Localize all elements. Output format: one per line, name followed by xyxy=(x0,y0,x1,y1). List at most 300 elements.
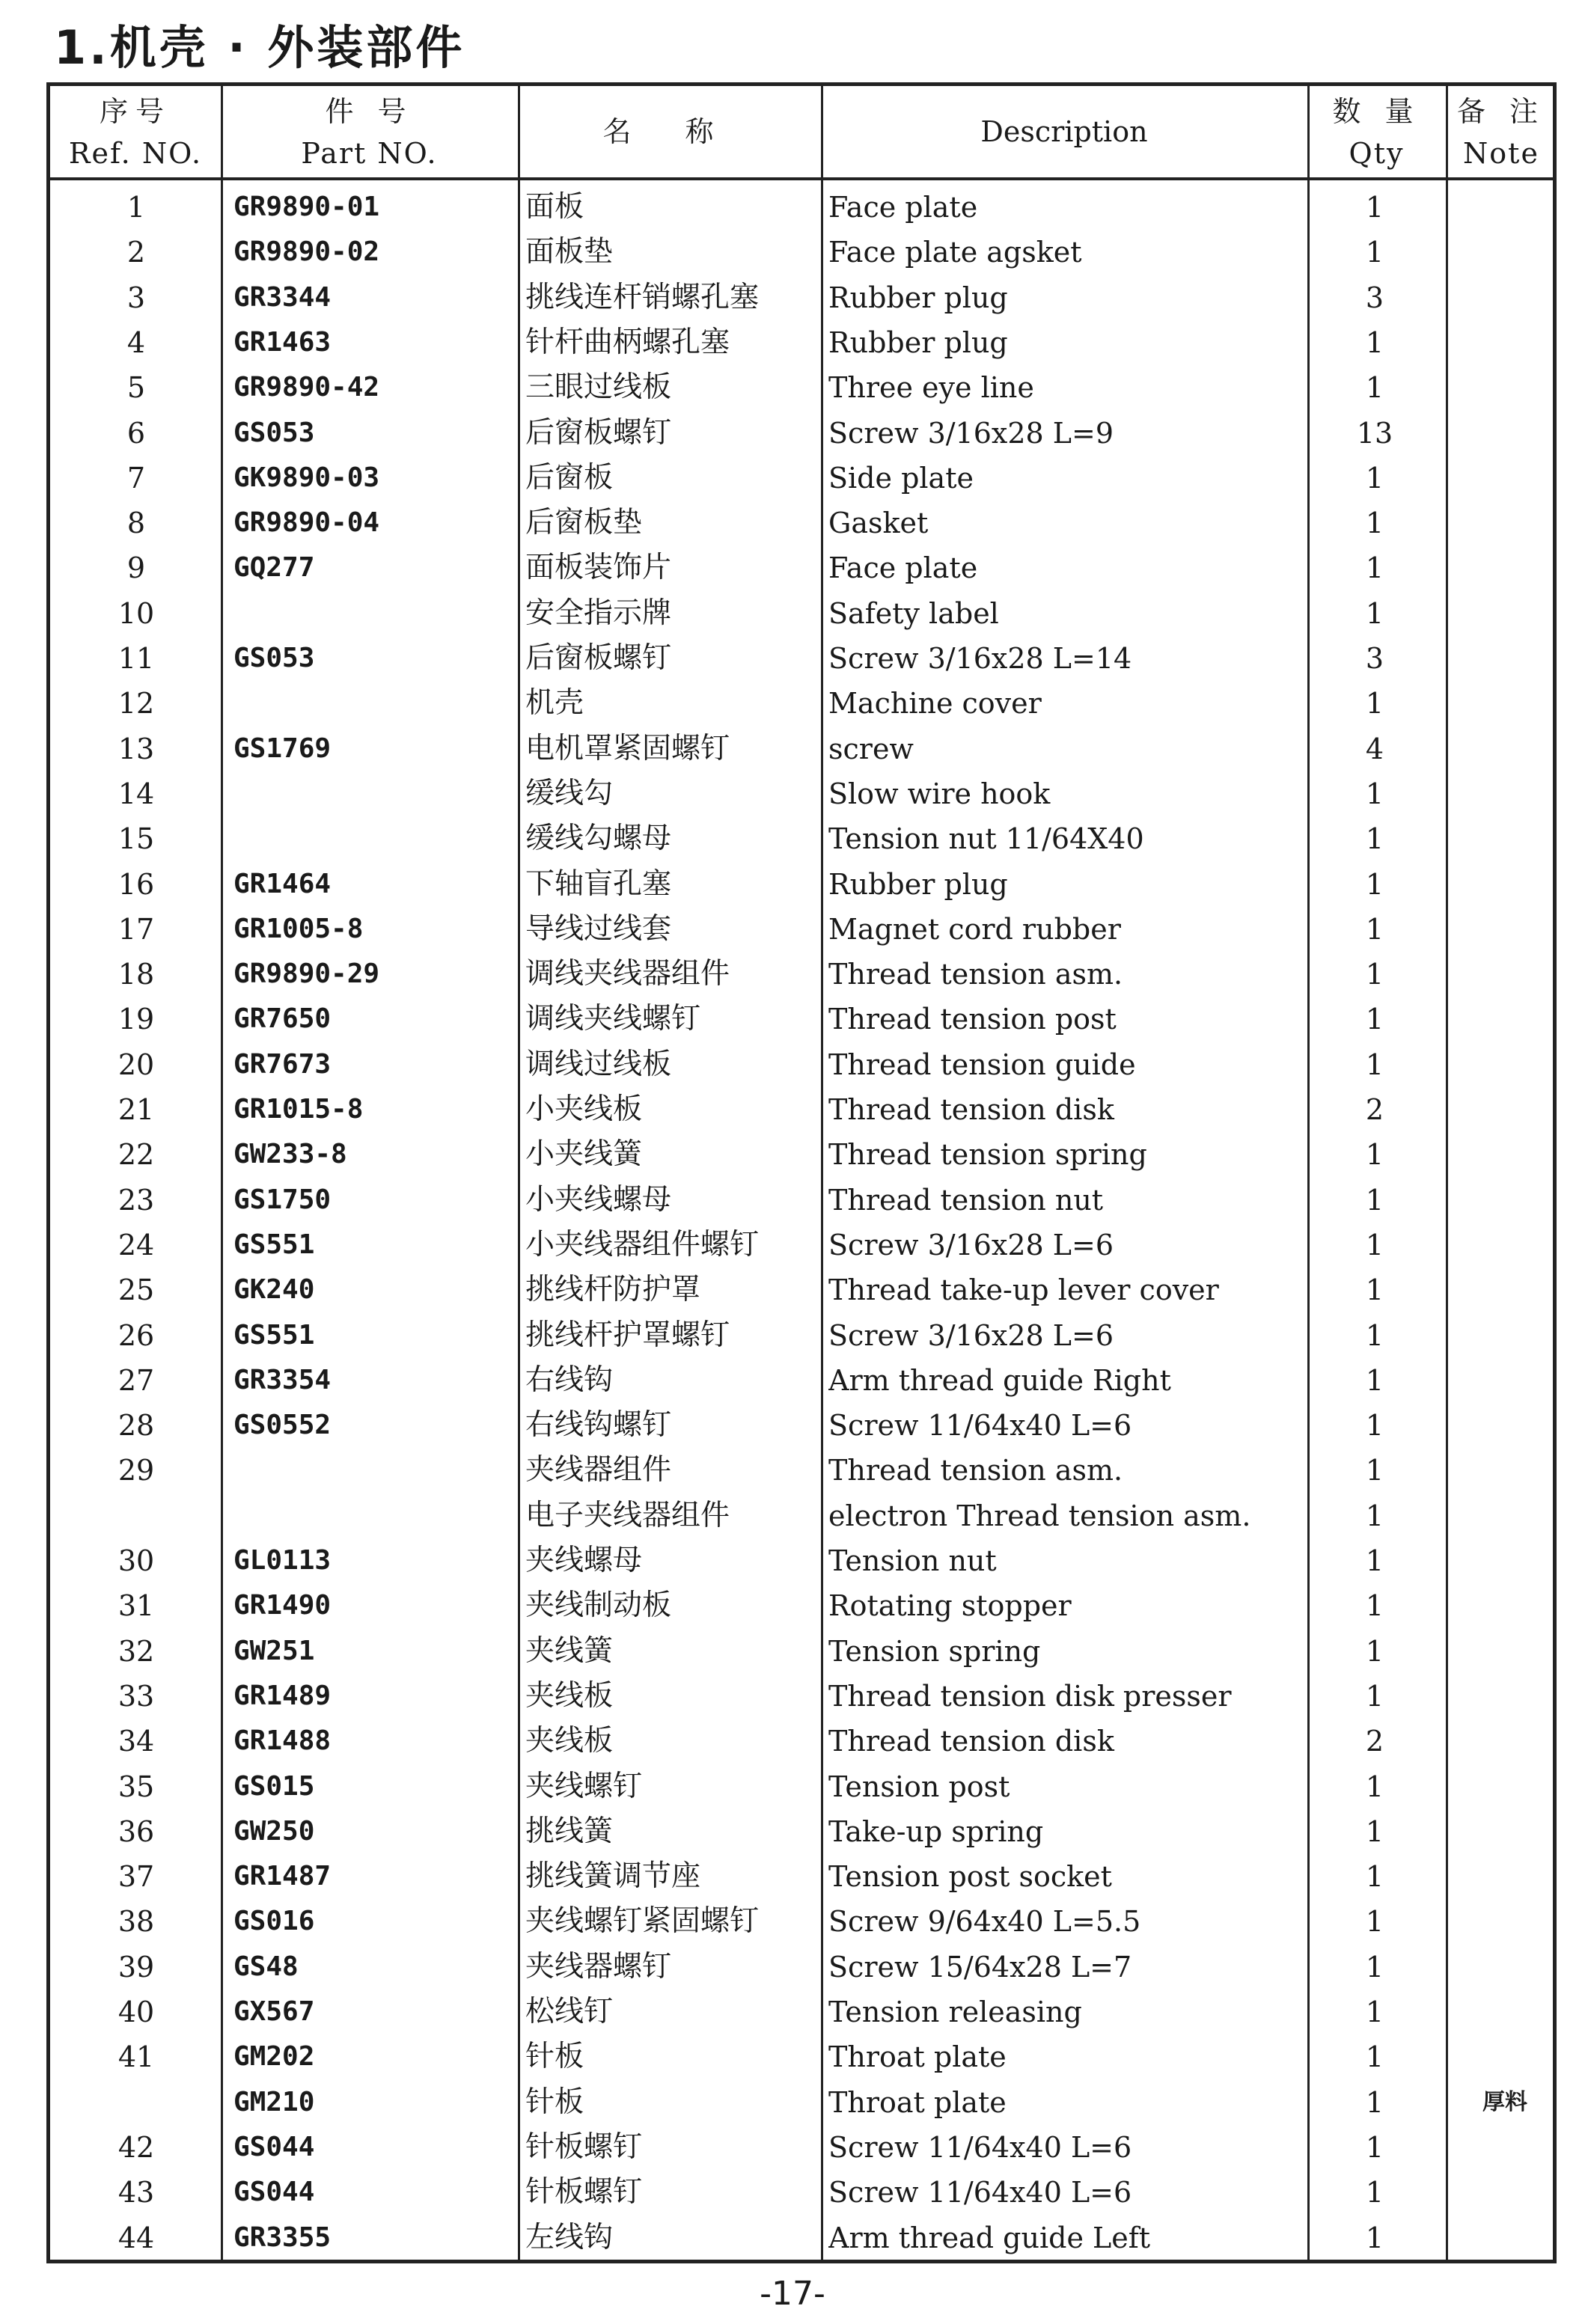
row-part-no: GK240 xyxy=(233,1274,315,1306)
table-row xyxy=(50,1403,1553,1448)
row-part-no: GR7650 xyxy=(233,1003,332,1035)
table-row xyxy=(50,1538,1553,1583)
row-note xyxy=(1450,1583,1560,1628)
row-part-no: GW251 xyxy=(233,1635,315,1666)
row-ref: 31 xyxy=(117,1589,155,1623)
row-qty: 4 xyxy=(1365,732,1384,765)
table-row xyxy=(50,275,1553,320)
row-part-no: GS044 xyxy=(233,2131,315,2162)
row-qty: 1 xyxy=(1365,777,1384,810)
row-note xyxy=(1450,1854,1560,1899)
row-note: 厚料 xyxy=(1482,2088,1527,2115)
header-divider xyxy=(50,177,1553,180)
header-note-en: Note xyxy=(1463,137,1539,170)
row-part-no: GL0113 xyxy=(233,1545,332,1576)
row-name: 挑线杆防护罩 xyxy=(525,1273,701,1307)
row-ref xyxy=(50,1493,222,1538)
row-name: 针板 xyxy=(525,2085,584,2119)
row-description: electron Thread tension asm. xyxy=(828,1499,1251,1532)
row-part-no: GS551 xyxy=(233,1319,315,1351)
row-qty: 1 xyxy=(1365,1544,1384,1577)
row-qty: 1 xyxy=(1365,371,1384,405)
row-description: Screw 3/16x28 L=14 xyxy=(828,642,1132,675)
header-qty-cn: 数 量 xyxy=(1332,95,1421,128)
row-qty: 1 xyxy=(1365,2130,1384,2164)
row-note xyxy=(1450,952,1560,997)
row-part-no xyxy=(233,591,548,636)
table-row xyxy=(50,1313,1553,1358)
table-row xyxy=(50,1854,1553,1899)
row-part-no: GR3344 xyxy=(233,281,332,313)
row-name: 安全指示牌 xyxy=(525,596,672,630)
row-description: Rubber plug xyxy=(828,867,1008,901)
row-part-no: GS053 xyxy=(233,417,315,448)
row-ref xyxy=(50,2080,222,2125)
row-part-no: GX567 xyxy=(233,1996,315,2027)
row-qty: 1 xyxy=(1365,236,1384,269)
table-row xyxy=(50,1899,1553,1944)
row-note xyxy=(1450,1809,1560,1854)
row-description: Thread take-up lever cover xyxy=(828,1273,1219,1307)
row-description: Thread tension spring xyxy=(828,1138,1147,1172)
row-ref: 11 xyxy=(117,642,155,675)
page-title: 1.机壳 · 外装部件 xyxy=(54,20,465,75)
row-qty: 1 xyxy=(1365,461,1384,495)
row-name: 三眼过线板 xyxy=(525,370,672,405)
row-description: Thread tension post xyxy=(828,1003,1117,1036)
row-ref: 2 xyxy=(126,236,146,269)
header-note-cn: 备 注 xyxy=(1456,95,1546,128)
row-note xyxy=(1450,816,1560,861)
row-ref: 13 xyxy=(117,732,155,765)
row-note xyxy=(1450,275,1560,320)
row-note xyxy=(1450,727,1560,771)
row-note xyxy=(1450,1674,1560,1719)
row-part-no: GS044 xyxy=(233,2177,315,2208)
row-qty: 1 xyxy=(1365,1228,1384,1262)
row-ref: 28 xyxy=(117,1409,155,1443)
parts-table xyxy=(46,82,1557,2263)
row-name: 左线钩 xyxy=(525,2220,614,2254)
row-note xyxy=(1450,771,1560,816)
row-ref: 6 xyxy=(126,416,146,450)
row-description: Rubber plug xyxy=(828,281,1008,314)
row-part-no: GR1490 xyxy=(233,1590,332,1621)
table-row xyxy=(50,727,1553,771)
table-row xyxy=(50,1087,1553,1132)
row-name: 后窗板螺钉 xyxy=(525,415,672,450)
row-ref: 24 xyxy=(117,1228,155,1262)
row-part-no: GR7673 xyxy=(233,1048,332,1080)
row-description: Safety label xyxy=(828,596,999,630)
table-row xyxy=(50,1764,1553,1809)
row-ref: 34 xyxy=(117,1725,155,1758)
row-qty: 1 xyxy=(1365,1138,1384,1172)
row-name: 电机罩紧固螺钉 xyxy=(525,731,730,765)
header-name: 名 称 xyxy=(602,115,736,148)
row-part-no: GK9890-03 xyxy=(233,462,380,493)
row-qty: 1 xyxy=(1365,1679,1384,1713)
row-name: 调线夹线螺钉 xyxy=(525,1002,701,1036)
row-part-no xyxy=(233,816,548,861)
row-qty: 1 xyxy=(1365,1183,1384,1217)
row-part-no xyxy=(233,681,548,726)
table-row xyxy=(50,320,1553,365)
table-row xyxy=(50,545,1553,590)
row-name: 夹线制动板 xyxy=(525,1588,672,1623)
row-name: 右线钩螺钉 xyxy=(525,1408,672,1443)
row-part-no: GR1015-8 xyxy=(233,1094,364,1125)
table-row xyxy=(50,1945,1553,1990)
row-qty: 2 xyxy=(1365,1725,1384,1758)
row-part-no xyxy=(233,1493,548,1538)
header-qty xyxy=(1307,86,1446,177)
table-row xyxy=(50,1223,1553,1268)
row-part-no: GS0552 xyxy=(233,1410,332,1441)
row-description: Rotating stopper xyxy=(828,1589,1072,1623)
row-ref: 1 xyxy=(126,191,146,224)
row-name: 针板螺钉 xyxy=(525,2175,643,2210)
row-qty: 3 xyxy=(1365,281,1384,314)
row-description: Throat plate xyxy=(828,2085,1007,2119)
row-description: Gasket xyxy=(828,507,929,540)
row-qty: 1 xyxy=(1365,1814,1384,1848)
row-ref: 3 xyxy=(126,281,146,314)
row-qty: 1 xyxy=(1365,1409,1384,1443)
row-note xyxy=(1450,1538,1560,1583)
row-part-no: GR3354 xyxy=(233,1364,332,1395)
table-row xyxy=(50,1674,1553,1719)
table-row xyxy=(50,1358,1553,1403)
row-part-no: GS053 xyxy=(233,643,315,673)
row-note xyxy=(1450,1087,1560,1132)
row-ref: 36 xyxy=(117,1814,155,1848)
row-part-no: GW250 xyxy=(233,1815,315,1847)
row-ref: 27 xyxy=(117,1363,155,1397)
table-row xyxy=(50,816,1553,861)
row-part-no: GS48 xyxy=(233,1951,299,1982)
row-description: Screw 3/16x28 L=9 xyxy=(828,416,1114,450)
row-ref: 35 xyxy=(117,1770,155,1803)
row-part-no: GR9890-29 xyxy=(233,958,380,990)
row-qty: 1 xyxy=(1365,958,1384,991)
row-qty: 1 xyxy=(1365,1003,1384,1036)
table-row xyxy=(50,230,1553,275)
row-name: 右线钩 xyxy=(525,1363,614,1397)
table-row xyxy=(50,1178,1553,1223)
row-name: 挑线簧 xyxy=(525,1814,614,1848)
row-part-no: GR1005-8 xyxy=(233,913,364,944)
row-description: Slow wire hook xyxy=(828,777,1051,810)
row-qty: 1 xyxy=(1365,1318,1384,1352)
row-name: 夹线螺钉 xyxy=(525,1769,643,1803)
header-part-en: Part NO. xyxy=(301,137,438,170)
row-part-no xyxy=(233,1448,548,1493)
row-part-no: GS016 xyxy=(233,1906,315,1937)
row-name: 夹线螺钉紧固螺钉 xyxy=(525,1904,760,1939)
row-description: Thread tension nut xyxy=(828,1183,1104,1217)
row-qty: 1 xyxy=(1365,1363,1384,1397)
row-ref: 10 xyxy=(117,596,155,630)
row-part-no: GS015 xyxy=(233,1770,315,1802)
row-ref: 9 xyxy=(126,551,146,585)
row-part-no: GR1463 xyxy=(233,326,332,358)
row-ref: 39 xyxy=(117,1950,155,1984)
row-note xyxy=(1450,1223,1560,1268)
row-qty: 1 xyxy=(1365,822,1384,856)
row-note xyxy=(1450,2034,1560,2079)
row-description: Tension nut 11/64X40 xyxy=(828,822,1144,856)
row-qty: 1 xyxy=(1365,1454,1384,1487)
row-qty: 1 xyxy=(1365,1905,1384,1939)
row-part-no: GR1487 xyxy=(233,1861,332,1892)
table-row xyxy=(50,2080,1553,2125)
row-name: 松线钉 xyxy=(525,1995,614,2028)
row-ref: 29 xyxy=(117,1454,155,1487)
row-name: 挑线杆护罩螺钉 xyxy=(525,1318,730,1352)
table-row xyxy=(50,1809,1553,1854)
row-note xyxy=(1450,365,1560,410)
table-row xyxy=(50,997,1553,1042)
row-qty: 1 xyxy=(1365,1634,1384,1668)
row-note xyxy=(1450,1764,1560,1809)
row-qty: 1 xyxy=(1365,596,1384,630)
row-description: Side plate xyxy=(828,461,974,495)
row-note xyxy=(1450,1899,1560,1944)
row-name: 小夹线簧 xyxy=(525,1137,643,1172)
row-ref: 25 xyxy=(117,1273,155,1307)
row-note xyxy=(1450,320,1560,365)
row-ref: 12 xyxy=(117,687,155,721)
row-ref: 32 xyxy=(117,1634,155,1668)
table-row xyxy=(50,1132,1553,1177)
row-part-no: GR3355 xyxy=(233,2221,332,2253)
row-qty: 1 xyxy=(1365,191,1384,224)
table-row xyxy=(50,185,1553,230)
row-ref: 14 xyxy=(117,777,155,810)
row-description: Screw 11/64x40 L=6 xyxy=(828,2130,1132,2164)
row-description: Face plate xyxy=(828,191,978,224)
row-ref: 4 xyxy=(126,325,146,359)
row-description: Tension nut xyxy=(828,1544,997,1577)
row-ref: 30 xyxy=(117,1544,155,1577)
row-ref: 37 xyxy=(117,1860,155,1894)
row-qty: 1 xyxy=(1365,867,1384,901)
row-description: Thread tension disk xyxy=(828,1725,1114,1758)
row-note xyxy=(1450,1719,1560,1764)
row-qty: 1 xyxy=(1365,551,1384,585)
row-note xyxy=(1450,1268,1560,1312)
table-row xyxy=(50,501,1553,545)
row-name: 机壳 xyxy=(525,686,584,721)
row-name: 小夹线器组件螺钉 xyxy=(525,1227,760,1262)
row-qty: 1 xyxy=(1365,2176,1384,2210)
row-ref: 33 xyxy=(117,1679,155,1713)
row-ref: 38 xyxy=(117,1905,155,1939)
row-name: 夹线器螺钉 xyxy=(525,1949,672,1984)
row-qty: 1 xyxy=(1365,507,1384,540)
row-part-no: GR1489 xyxy=(233,1680,332,1711)
header-ref-cn: 序号 xyxy=(99,95,171,128)
row-note xyxy=(1450,1358,1560,1403)
header-qty-en: Qty xyxy=(1349,137,1405,170)
row-name: 下轴盲孔塞 xyxy=(525,866,672,901)
row-name: 缓线勾螺母 xyxy=(525,822,672,856)
row-description: Magnet cord rubber xyxy=(828,912,1121,946)
row-part-no: GR1488 xyxy=(233,1725,332,1757)
row-description: Arm thread guide Right xyxy=(828,1363,1171,1397)
row-note xyxy=(1450,230,1560,275)
table-row xyxy=(50,1268,1553,1312)
row-note xyxy=(1450,862,1560,907)
row-part-no: GS1769 xyxy=(233,733,332,764)
header-note xyxy=(1446,86,1557,177)
row-name: 挑线簧调节座 xyxy=(525,1859,701,1894)
row-note xyxy=(1450,2170,1560,2215)
row-note xyxy=(1450,1990,1560,2034)
table-row xyxy=(50,2216,1553,2260)
row-name: 针板螺钉 xyxy=(525,2129,643,2164)
row-note xyxy=(1450,2125,1560,2170)
row-qty: 13 xyxy=(1356,416,1393,450)
row-note xyxy=(1450,681,1560,726)
row-name: 夹线器组件 xyxy=(525,1453,672,1487)
table-row xyxy=(50,862,1553,907)
row-part-no xyxy=(233,771,548,816)
row-ref: 43 xyxy=(117,2176,155,2210)
row-description: Face plate xyxy=(828,551,978,585)
row-name: 夹线簧 xyxy=(525,1633,614,1668)
row-description: Take-up spring xyxy=(828,1814,1044,1848)
table-row xyxy=(50,907,1553,952)
row-ref: 21 xyxy=(117,1093,155,1126)
row-note xyxy=(1450,1448,1560,1493)
row-ref: 18 xyxy=(117,958,155,991)
row-note xyxy=(1450,591,1560,636)
table-row xyxy=(50,1629,1553,1674)
row-note xyxy=(1450,456,1560,501)
row-note xyxy=(1450,185,1560,230)
row-description: Screw 9/64x40 L=5.5 xyxy=(828,1905,1141,1939)
table-row xyxy=(50,636,1553,681)
row-part-no: GR9890-04 xyxy=(233,507,380,539)
row-note xyxy=(1450,545,1560,590)
row-qty: 1 xyxy=(1365,2221,1384,2254)
row-qty: 1 xyxy=(1365,1950,1384,1984)
table-row xyxy=(50,456,1553,501)
row-note xyxy=(1450,997,1560,1042)
row-ref: 17 xyxy=(117,912,155,946)
row-description: Screw 11/64x40 L=6 xyxy=(828,1409,1132,1443)
row-name: 挑线连杆销螺孔塞 xyxy=(525,280,760,314)
row-description: Arm thread guide Left xyxy=(828,2221,1151,2254)
row-name: 针板 xyxy=(525,2040,584,2074)
row-part-no: GM202 xyxy=(233,2041,315,2073)
row-description: Thread tension disk xyxy=(828,1093,1114,1126)
row-description: Screw 11/64x40 L=6 xyxy=(828,2176,1132,2210)
row-name: 后窗板垫 xyxy=(525,506,643,540)
row-ref: 16 xyxy=(117,867,155,901)
row-ref: 19 xyxy=(117,1003,155,1036)
row-qty: 1 xyxy=(1365,1273,1384,1307)
row-note xyxy=(1450,1042,1560,1087)
row-description: Rubber plug xyxy=(828,325,1008,359)
row-name: 面板垫 xyxy=(525,235,614,269)
table-row xyxy=(50,2170,1553,2215)
row-description: Thread tension disk presser xyxy=(828,1679,1232,1713)
row-description: Face plate agsket xyxy=(828,236,1082,269)
row-description: Tension post xyxy=(828,1770,1010,1803)
row-description: Tension spring xyxy=(828,1634,1041,1668)
row-name: 面板 xyxy=(525,190,584,224)
row-note xyxy=(1450,2216,1560,2260)
table-row xyxy=(50,1493,1553,1538)
table-row xyxy=(50,2034,1553,2079)
row-part-no: GR9890-02 xyxy=(233,236,380,268)
row-ref: 8 xyxy=(126,507,146,540)
row-description: Throat plate xyxy=(828,2040,1007,2074)
row-note xyxy=(1450,1945,1560,1990)
row-ref: 26 xyxy=(117,1318,155,1352)
row-qty: 1 xyxy=(1365,687,1384,721)
row-name: 调线过线板 xyxy=(525,1047,672,1081)
row-name: 后窗板螺钉 xyxy=(525,641,672,675)
row-ref: 22 xyxy=(117,1138,155,1172)
row-description: Tension post socket xyxy=(828,1860,1112,1894)
table-row xyxy=(50,411,1553,456)
row-qty: 1 xyxy=(1365,1499,1384,1532)
header-ref xyxy=(50,86,221,177)
row-name: 调线夹线器组件 xyxy=(525,957,730,991)
row-description: Screw 3/16x28 L=6 xyxy=(828,1228,1114,1262)
row-note xyxy=(1450,1403,1560,1448)
row-ref: 42 xyxy=(117,2130,155,2164)
row-ref: 5 xyxy=(126,371,146,405)
table-row xyxy=(50,365,1553,410)
row-part-no: GW233-8 xyxy=(233,1139,347,1170)
row-name: 电子夹线器组件 xyxy=(525,1498,730,1532)
row-part-no: GR9890-42 xyxy=(233,372,380,403)
row-description: Screw 3/16x28 L=6 xyxy=(828,1318,1114,1352)
row-part-no: GR9890-01 xyxy=(233,192,380,222)
row-part-no: GR1464 xyxy=(233,868,332,899)
row-ref: 15 xyxy=(117,822,155,856)
row-qty: 1 xyxy=(1365,912,1384,946)
table-row xyxy=(50,771,1553,816)
row-part-no: GS551 xyxy=(233,1229,315,1260)
row-qty: 1 xyxy=(1365,2040,1384,2074)
row-ref: 40 xyxy=(117,1996,155,2028)
row-note xyxy=(1450,1132,1560,1177)
table-row xyxy=(50,1583,1553,1628)
row-qty: 1 xyxy=(1365,1860,1384,1894)
row-description: Machine cover xyxy=(828,687,1042,721)
row-ref: 23 xyxy=(117,1183,155,1217)
table-row xyxy=(50,952,1553,997)
table-row xyxy=(50,1042,1553,1087)
row-name: 导线过线套 xyxy=(525,911,672,946)
header-part xyxy=(221,86,518,177)
table-row xyxy=(50,591,1553,636)
row-part-no: GM210 xyxy=(233,2086,315,2117)
row-part-no: GQ277 xyxy=(233,552,315,584)
row-name: 夹线螺母 xyxy=(525,1544,643,1577)
row-description: Tension releasing xyxy=(828,1996,1082,2028)
row-note xyxy=(1450,1178,1560,1223)
row-qty: 1 xyxy=(1365,325,1384,359)
row-note xyxy=(1450,636,1560,681)
row-name: 夹线板 xyxy=(525,1678,614,1713)
